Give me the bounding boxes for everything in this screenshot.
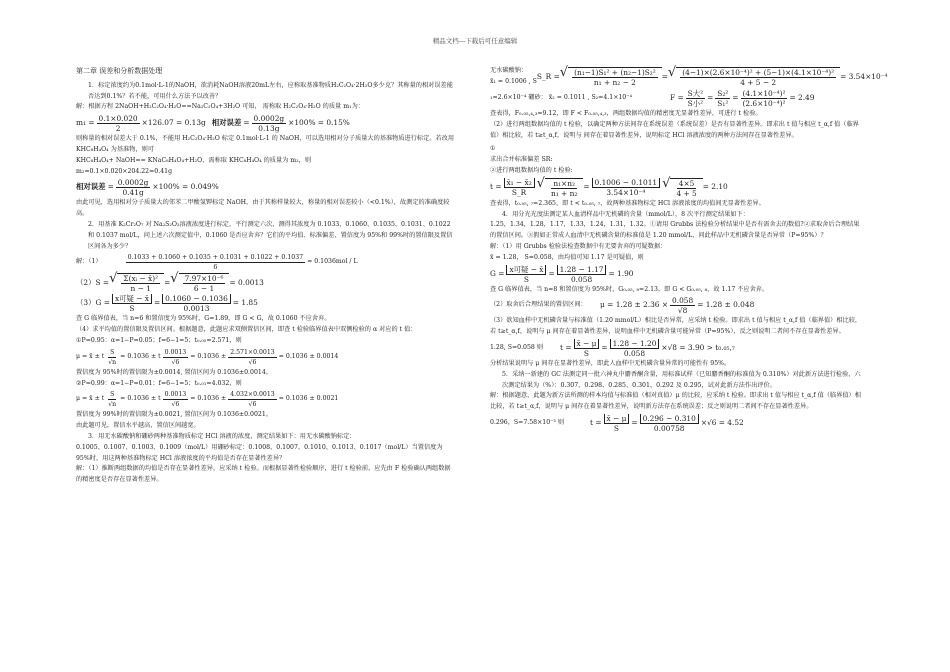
- question-2: 2．用基准 K₂Cr₂O₇ 对 Na₂S₂O₃溶液浓度进行标定，平行测定六次，测得其浓度为 0.1033、0.1060、0.1035、0.1031、0.1022 和 0.1037 mol/L，问上述六次测定值中，0.1060 是否应舍弃？它们的平均值、标准偏差、置信度为 95%和 99%时的置信限及置信区间各为多少？: [88, 220, 453, 250]
- question-4: 4．用分光光度法测定某人血清样品中无机磷的含量（mmol/L），8 次平行测定结果如下：: [502, 210, 749, 218]
- formula-grubbs-g-2: G = $\frac{\text{x可疑 − x̄}}{S}$ = $\frac{1.28 - 1.17}{0.058}$ = 1.90: [490, 264, 634, 284]
- mean-1: x̄₁ = 0.1006 , S: [490, 78, 537, 85]
- q1-solution-intro: 解：根据方程 2NaOH+H₂C₂O₄·H₂O==Na₂C₂O₄+3H₂O 可知， 需称取 H₂C₂O₄·H₂O 的质量 m₁为：: [76, 103, 364, 111]
- chapter-title: 第二章 误差和分析数据处理: [76, 67, 163, 75]
- question-3: 3．用无水碳酸钠和硼砂两种基准物质标定 HCl 溶液的浓度，测定结果如下：用无水碳酸钠标定：: [88, 432, 356, 440]
- q2-text-5: ②P=0.99：α=1−P=0.01；f=6−1=5；t₀.₀₁=4.032，则: [76, 379, 242, 387]
- pooled-sd-step: 求出合并标准偏差 SR:: [490, 156, 553, 164]
- formula-m1-lhs: m₁ =: [76, 118, 95, 128]
- q4-conclusion: 分析结果说明与 μ 间存在显著性差异，即此人血样中无机磷含量异常的可能性有 95%。: [490, 359, 731, 367]
- right-column: [490, 65, 888, 434]
- formula-f-test: F = $\frac{\text{S大²}}{\text{S小²}}$ = $\frac{\text{S₂²}}{\text{S₁²}}$ = $\frac{\text{(4.1×10⁻⁴)²}}{\text{(2.6×10⁻⁴)²}}$ = 2.49: [670, 89, 815, 108]
- fraction: $\frac{0.0002g}{0.41g}$: [117, 178, 149, 198]
- q1-text-3: m₂=0.1×0.020×204.22=0.41g: [76, 167, 173, 175]
- t-test-conclusion: 查表得，t₀.₀₅, ₇=2.365，即 t < t₀.₀₅, ₇，故两种基准物标定 HCl 溶液浓度的均值间无显著性差异。: [490, 199, 765, 207]
- page-header: 精品文档---下载后可任意编辑: [432, 37, 518, 45]
- q2-text-6: 置信度为 99%时的置信限为±0.0021, 置信区间为 0.1036±0.0021。: [76, 411, 272, 419]
- sqrt: √ $\frac{\text{7.97×10⁻⁶}}{6 - 1}$: [170, 273, 229, 293]
- borax-stats: ₁=2.6×10⁻⁴ 硼砂： x̄₂ = 0.1011 , S₂=4.1×10⁻⁴: [490, 94, 632, 102]
- formula-two-sample-t: t = $\frac{\text{x̄₁ − x̄₂}}{S\_R}$ √ $\frac{\text{n₁×n₂}}{\text{n₁ + n₂}}$ = $\frac{0.1006 - 0.1011}{\text{3.54×10⁻⁴}}$ √ $\frac{4\times 5}{4 + 5}$ = 2.10: [490, 175, 728, 198]
- q3-text-1: 0.1005、0.1007、0.1003、0.1009（mol/L）用硼砂标定：0.1008、0.1007、0.1010、0.1013、0.1017（mol/L）当置信度为 95%时，用这两种基准物标定 HCl 溶液浓度的平均值是否存在显著性差异？: [76, 443, 443, 462]
- formula-confidence-99: μ = x̄ ± t $\frac{S}{√n}$ = 0.1036 ± t $\frac{0.0013}{√6}$ = 0.1036 ± $\frac{4.032\times 0.0013}{√6}$ = 0.1036 ± 0.0021: [76, 391, 339, 409]
- q2-text-1: 查 G 临界值表，当 n=6 和置信度为 95%时，G=1.89，即 G < G，故 0.1060 不应舍弃。: [76, 315, 331, 323]
- q5-solution: 解：根据题意，此题为新方法所测的样本均值与标准值（相对真值）μ 的比较，应采纳 t 检验。即求出 t 值与相应 t_α,f 值（临界值）相比较，若 t≥t_α,f，说明与 μ 间存在着显著性差异，说明新方法存在系统误差；反之则说明二者间不存在显著性差异。: [490, 392, 861, 411]
- f-test-conclusion: 查表得，F₀.₀₅,₄,₃=9.12，即 F < F₀.₀₅,₄,₃，两组数据均值的精密度无显著性差异，可进行 t 检验。: [490, 110, 762, 117]
- question-5: 5．采纳一新建的 GC 法测定同一批六神丸中麝香酮含量，用标准试样（已知麝香酮的标准值为 0.310%）对此新方法进行检验，六次测定结果为（%）：0.307、0.298、0.285、0.301、0.292 及 0.295，试对此新方法作出评价。: [502, 370, 861, 389]
- q2-text-2: （4）求平均值的置信限及置信区间。根据题意，此题应求双侧置信区间，即查 t 检验临界值表中双侧检验的 α 对应的 t 值：: [76, 326, 417, 334]
- formula-relative-error-2: 相对误差 = $\frac{0.0002g}{0.41g}$ ×100% = 0.049%: [76, 178, 219, 198]
- left-column: [76, 66, 456, 486]
- q4-step-3: （3）欲知血样中无机磷含量与标准值（1.20 mmol/L）相比是否异常，应采纳 t 检验。即求出 t 值与相应 t_α,f 值（临界值）相比较，若 t≥t_α,f，说明与 μ 间存在着显著性差异，说明血样中无机磷含量可能异常（P=95%），反之则说明二者间不存在显著性差异。: [490, 317, 862, 336]
- q4-step-2: （2）取舍后合理结果的置信区间：: [490, 301, 587, 309]
- fraction: $\frac{0.0002g}{0.13g}$: [253, 114, 285, 134]
- formula-q5-t: t = $\frac{x̄ - \mu}{S}$ = $\frac{0.296 - 0.310}{0.00758}$ ×√6 = 4.52: [590, 413, 744, 433]
- q1-text-1: 则称量的相对误差大于 0.1%，不能用 H₂C₂O₄·H₂O 标定 0.1mol·L-1 的 NaOH，可以选用相对分子质量大的基准物质进行标定。若改用 KHC₈H₄O₄ 为基准物，则可: [76, 135, 455, 153]
- formula-std-dev: （2） S = √ $\frac{\text{Σ(xᵢ − x̄)²}}{n - 1}$ = √ $\frac{\text{7.97×10⁻⁶}}{6 - 1}$ = 0.0013: [76, 271, 264, 294]
- t-test-step: ②进行两组数据均值的 t 检验:: [490, 166, 573, 174]
- relative-error-label: 相对误差: [211, 118, 242, 128]
- t-test-intro: （2）进行两组数据均值的 t 检验，以确定两种方法间存在系统误差（系统误差）是否有显著性差异。即求出 t 值与相应 t_α,f 值（临界值）相比较，若 t≥t_α,f，说明与 间存在着显著性差异，说明标定 HCl 溶液浓度的两种方法间存在显著性差异。: [490, 120, 859, 139]
- fraction: $\frac{0.1\times 0.020}{2}$: [98, 114, 138, 134]
- q2-text-7: 由此题可见，置信水平越高，置信区间越宽。: [76, 422, 200, 430]
- formula-grubbs-g: （3） G = $\frac{\text{x可疑 − x̄}}{S}$ = $\frac{0.1060 - 0.1036}{0.0013}$ = 1.85: [76, 294, 258, 314]
- q2-text-3: ①P=0.95：α=1−P=0.05；f=6−1=5；t₀.₀₅=2.571，则: [76, 336, 242, 344]
- q3-text-2: 解：（1）推断两组数据的均值是否存在显著性差异，应采纳 t 检验。而根据显著性检验顺序，进行 t 检验前，应先由 F 检验确认两组数据的精密度是否存在显著性差异。: [76, 465, 451, 484]
- q1-text-2: KHC₈H₄O₄+ NaOH== KNaC₈H₄O₄+H₂O，需称取 KHC₈H₄O₄ 的质量为 m₂，则: [76, 156, 312, 164]
- relative-error-label: 相对误差: [76, 182, 106, 192]
- formula-mean: 解：（1） $\frac{0.1033 + 0.1060 + 0.1035 + 0.1031 + 0.1022 + 0.1037}{6}$ = 0.1036mol / L: [76, 254, 358, 272]
- fraction: $\frac{0.1033 + 0.1060 + 0.1035 + 0.1031 + 0.1022 + 0.1037}{6}$: [127, 254, 304, 272]
- sqrt: √ $\frac{\text{Σ(xᵢ − x̄)²}}{n - 1}$: [109, 273, 164, 293]
- q4-values: 1.28, S=0.058 则: [490, 344, 544, 352]
- question-4-data: 1.25，1.34，1.28，1.17，1.33，1.24，1.31，1.32。①请用 Grubbs 法检验分析结果中是否有需舍去的数值?②求取舍后合理结果的置信区间。③假如正常成人血清中无机磷含量的标准值是 1.20 mmol/L，问此样品中无机磷含量是否异常（P=95%）？: [490, 221, 860, 240]
- question-1: 1．标定浓度约为0.1mol·L-1的NaOH，欲消耗NaOH溶液20mL左右，应称取基准物质H₂C₂O₄·2H₂O多少克？其称量的相对误差能否达到0.1%？若不能，可用什么方法予以改善？: [88, 81, 453, 100]
- anhydrous-sodium-carbonate-label: 无水碳酸钠：: [490, 67, 528, 75]
- q4-solution-1: 解：（1）用 Grubbs 检验法检查数据中有无要舍弃的可疑数据：: [490, 242, 667, 250]
- formula-confidence-95: μ = x̄ ± t $\frac{S}{√n}$ = 0.1036 ± t $\frac{0.0013}{√6}$ = 0.1036 ± $\frac{2.571\times 0.0013}{√6}$ = 0.1036 ± 0.0014: [76, 348, 339, 366]
- formula-confidence-interval: μ = 1.28 ± 2.36 × $\frac{0.058}{√8}$ = 1.28 ± 0.048: [600, 296, 755, 316]
- step-1-marker: ①: [490, 145, 496, 153]
- q1-conclusion: 由此可见，选用相对分子质量大的邻苯二甲酸氢钾标定 NaOH，由于其称样量较大，称量的相对误差较小（<0.1%），故测定的准确度较高。: [76, 199, 450, 218]
- q2-text-4: 置信度为 95%时的置信限为±0.0014, 置信区间为 0.1036±0.0014。: [76, 368, 272, 376]
- q5-values: 0.296，S=7.58×10⁻³ 则: [490, 419, 565, 427]
- formula-pooled-sd: S_R = √ $\frac{\text{(n₁−1)S₁² + (n₂−1)S₂²}}{\text{n₁ + n₂ − 2}}$ = √ $\frac{\text{(4−1)×(2.6×10⁻⁴)² + (5−1)×(4.1×10⁻⁴)²}}{4 + 5 - 2}$ = 3.54×10⁻⁴: [536, 65, 888, 87]
- formula-m1: m₁ = $\frac{0.1\times 0.020}{2}$ ×126.07 = 0.13g 相对误差 = $\frac{0.0002g}{0.13g}$ ×100% = 0.15%: [76, 114, 350, 134]
- grubbs-conclusion: 查 G 临界值表，当 n=8 和置信度为 95%时，G₀.₀₅, ₈=2.13，即 G < G₀.₀₅, ₈，故 1.17 不应舍弃。: [490, 285, 769, 293]
- formula-one-sample-t: t = $\frac{x̄ - \mu}{S}$ = $\frac{1.28 - 1.20}{0.058}$ ×√8 = 3.90 > t₀.₀₅,₇: [560, 338, 735, 358]
- q4-mean-sd: x̄ = 1.28， S=0.058，由均值可知 1.17 是可疑值，则: [490, 253, 644, 261]
